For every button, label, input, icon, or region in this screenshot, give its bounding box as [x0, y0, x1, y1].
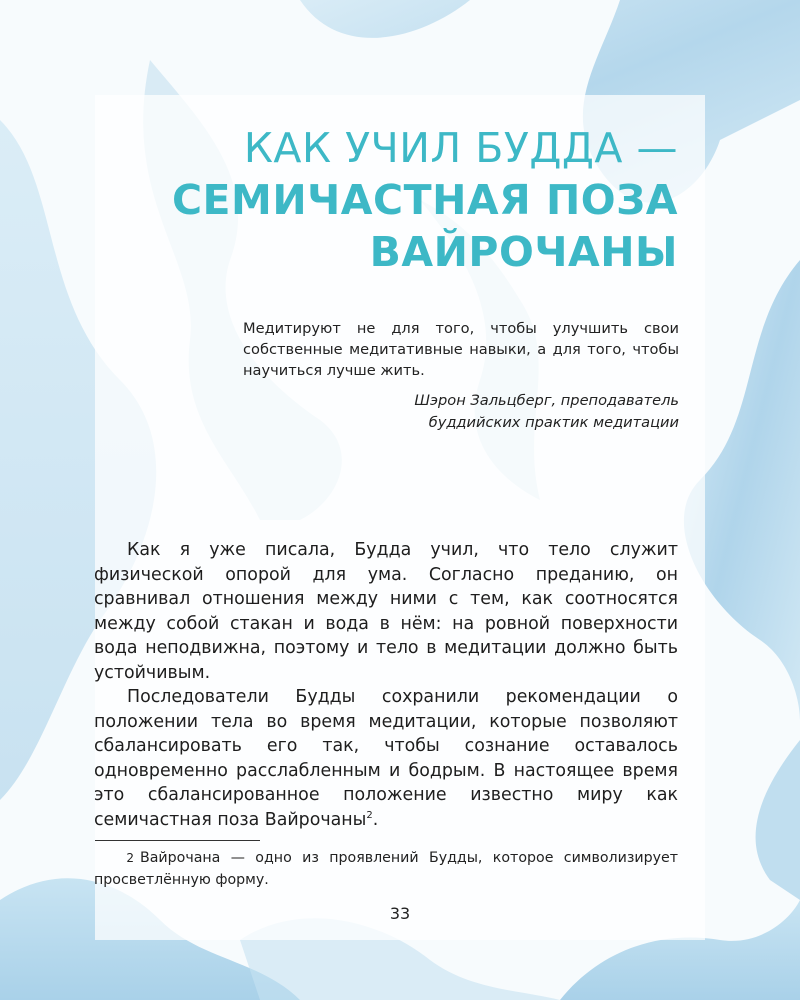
footnote-text: Вайрочана — одно из проявлений Будды, которое символизирует просветлённую форму.: [94, 850, 678, 888]
epigraph-author-line-2: буддийских практик медитации: [428, 414, 679, 431]
epigraph-quote: Медитируют не для того, чтобы улучшить свои собственные медитативные навыки, а для того, чтобы научиться лучше жить.: [243, 320, 679, 379]
epigraph-attribution: [339, 390, 679, 434]
page-number: 33: [389, 904, 411, 923]
footnote-divider: [95, 840, 260, 841]
paragraph-2-text: Последователи Будды сохранили рекомендации о положении тела во время медитации, которые позволяют сбалансировать его так, чтобы сознание оставалось одновременно расслабленным и бодрым. В настоящее время это сбалансированное положение известно миру как семичастная поза Вайрочаны: [94, 687, 678, 830]
footnote: [94, 847, 678, 891]
chapter-title-line-3: ВАЙРОЧАНЫ: [369, 228, 678, 276]
footnote-number: 2: [126, 851, 134, 865]
body-text: [94, 538, 678, 832]
paragraph-2: [94, 685, 678, 832]
paragraph-2-end: .: [372, 809, 379, 830]
epigraph-author-line-1: Шэрон Зальцберг, преподаватель: [414, 392, 679, 409]
chapter-title-line-1: КАК УЧИЛ БУДДА —: [243, 124, 678, 172]
footnote-reference[interactable]: 2: [366, 809, 373, 821]
chapter-title: [158, 122, 678, 278]
chapter-title-line-2: СЕМИЧАСТНАЯ ПОЗА: [171, 176, 678, 224]
paragraph-1: Как я уже писала, Будда учил, что тело служит физической опорой для ума. Согласно преданию, он сравнивал отношения между ними с тем, как соотносятся между собой стакан и вода в нём: на ровной поверхности вода неподвижна, поэтому и тело в медитации должно быть устойчивым.: [94, 540, 678, 683]
